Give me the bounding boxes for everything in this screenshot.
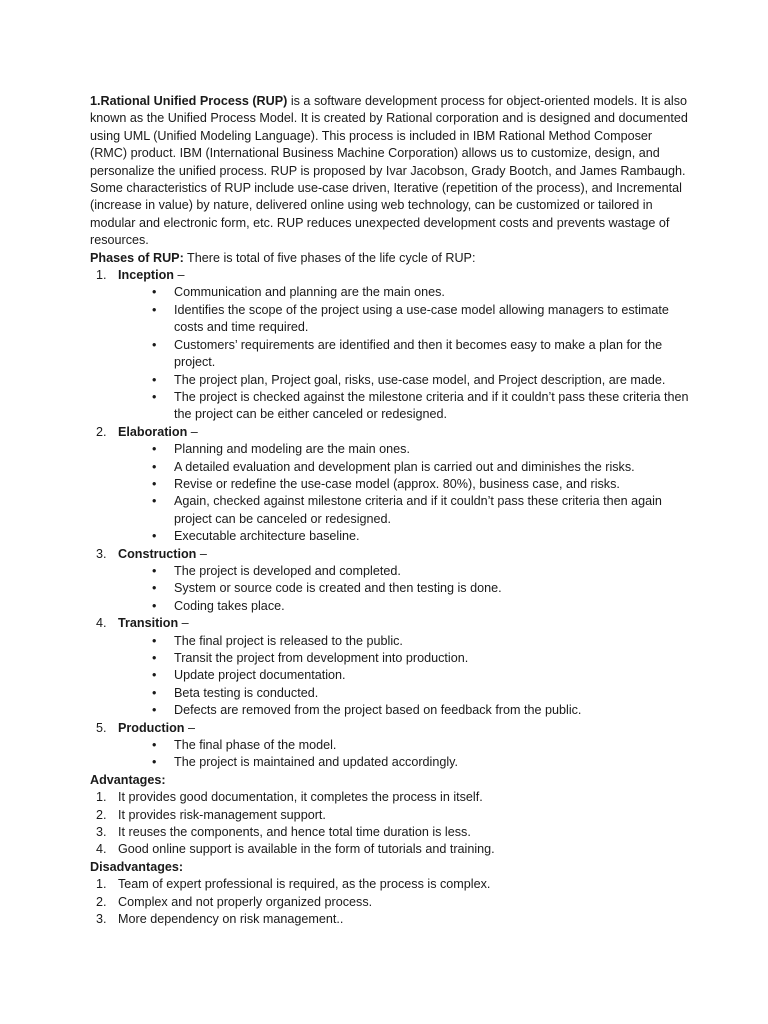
- phases-heading: Phases of RUP:: [90, 250, 184, 265]
- bullet-glyph: •: [152, 651, 157, 665]
- bullet-item: [152, 754, 690, 771]
- bullet-text: Communication and planning are the main ones.: [174, 285, 445, 300]
- bullet-item: [152, 528, 690, 545]
- bullet-glyph: •: [152, 285, 157, 300]
- phase-bullets: [118, 563, 690, 615]
- list-item: [90, 894, 690, 911]
- bullet-item: [152, 459, 690, 476]
- bullet-glyph: •: [152, 598, 157, 613]
- item-text: Complex and not properly organized process.: [118, 894, 373, 909]
- bullet-item: [152, 580, 690, 597]
- bullet-glyph: •: [152, 685, 157, 700]
- bullet-glyph: •: [152, 459, 157, 474]
- phase-item: [90, 546, 690, 616]
- phase-item: [90, 424, 690, 546]
- advantages-heading: [90, 772, 690, 789]
- bullet-glyph: •: [152, 442, 157, 457]
- phase-number: 2.: [96, 424, 107, 439]
- item-number: 1.: [96, 790, 107, 805]
- bullet-text: The project is developed and completed.: [174, 563, 401, 578]
- bullet-text: The final project is released to the public.: [174, 633, 403, 648]
- phase-number: 5.: [96, 720, 107, 735]
- bullet-item: [152, 650, 690, 667]
- item-number: 4.: [96, 842, 107, 857]
- disadvantages-heading: [90, 859, 690, 876]
- bullet-text: The project is checked against the milestone criteria and if it couldn’t pass these criteria then the project can be either canceled or redesigned.: [174, 389, 689, 422]
- item-text: Good online support is available in the form of tutorials and training.: [118, 842, 495, 857]
- bullet-item: [152, 337, 690, 372]
- bullet-glyph: •: [152, 563, 157, 578]
- phase-number: 1.: [96, 268, 107, 283]
- bullet-glyph: •: [152, 302, 157, 317]
- item-text: It reuses the components, and hence total time duration is less.: [118, 825, 471, 840]
- bullet-text: Planning and modeling are the main ones.: [174, 442, 410, 457]
- list-item: [90, 807, 690, 824]
- bullet-glyph: •: [152, 581, 157, 596]
- phases-intro: [90, 250, 690, 267]
- bullet-text: Defects are removed from the project based on feedback from the public.: [174, 703, 582, 718]
- bullet-glyph: •: [152, 337, 157, 352]
- disadvantages-list: [90, 876, 690, 928]
- phase-dash: –: [173, 268, 185, 283]
- bullet-text: System or source code is created and then testing is done.: [174, 581, 502, 596]
- bullet-text: The project is maintained and updated accordingly.: [174, 755, 458, 770]
- bullet-item: [152, 493, 690, 528]
- bullet-glyph: •: [152, 738, 157, 753]
- item-number: 3.: [96, 825, 107, 840]
- phase-bullets: [118, 633, 690, 720]
- bullet-text: A detailed evaluation and development plan is carried out and diminishes the risks.: [174, 459, 635, 474]
- phase-dash: –: [196, 546, 207, 561]
- intro-title: 1.Rational Unified Process (RUP): [90, 94, 288, 108]
- phase-dash: –: [184, 720, 195, 735]
- bullet-text: Executable architecture baseline.: [174, 529, 360, 544]
- bullet-text: Revise or redefine the use-case model (approx. 80%), business case, and risks.: [174, 476, 620, 491]
- phase-title: Construction: [118, 546, 197, 561]
- bullet-text: Update project documentation.: [174, 668, 346, 683]
- bullet-glyph: •: [152, 529, 157, 544]
- bullet-item: [152, 372, 690, 389]
- item-text: Team of expert professional is required, as the process is complex.: [118, 877, 491, 892]
- bullet-item: [152, 563, 690, 580]
- bullet-item: [152, 667, 690, 684]
- phase-title: Transition: [118, 616, 179, 631]
- bullet-text: Customers’ requirements are identified and then it becomes easy to make a plan for the project.: [174, 337, 663, 370]
- item-text: It provides good documentation, it completes the process in itself.: [118, 790, 483, 805]
- item-number: 2.: [96, 894, 107, 909]
- phase-title: Production: [118, 720, 185, 735]
- phase-bullets: [118, 284, 690, 423]
- phase-item: [90, 720, 690, 772]
- phase-item: [90, 267, 690, 424]
- advantages-list: [90, 789, 690, 859]
- bullet-glyph: •: [152, 668, 157, 683]
- bullet-text: Again, checked against milestone criteria and if it couldn’t pass these criteria then again project can be canceled or redesigned.: [174, 494, 662, 526]
- list-item: [90, 911, 690, 928]
- bullet-glyph: •: [152, 755, 157, 770]
- bullet-item: [152, 476, 690, 493]
- phase-title: Elaboration: [118, 424, 188, 439]
- item-text: More dependency on risk management..: [118, 912, 344, 927]
- phases-text: There is total of five phases of the life cycle of RUP:: [183, 250, 476, 265]
- document-page: [90, 93, 690, 929]
- bullet-text: The final phase of the model.: [174, 738, 337, 753]
- bullet-glyph: •: [152, 389, 157, 404]
- list-item: [90, 824, 690, 841]
- list-item: [90, 841, 690, 858]
- bullet-item: [152, 702, 690, 719]
- intro-text: is a software development process for object-oriented models. It is also known as the Unified Process Model. It is created by Rational corporation and is designed and documented using UML (Unified Modeling Language). This process is included in IBM Rational Method Composer (RMC) product. IBM (International Business Machine Corporation) allows us to customize, design, and personalize the unified process. RUP is proposed by Ivar Jacobson, Grady Bootch, and James Rambaugh. Some characteristics of RUP include use-case driven, Iterative (repetition of the process), and Incremental (increase in value) by nature, delivered online using web technology, can be customized or tailored in modular and electronic form, etc. RUP reduces unexpected development costs and prevents wastage of resources.: [90, 94, 688, 248]
- phase-dash: –: [178, 616, 189, 631]
- bullet-item: [152, 737, 690, 754]
- item-number: 2.: [96, 807, 107, 822]
- bullet-item: [152, 284, 690, 301]
- bullet-item: [152, 633, 690, 650]
- item-number: 3.: [96, 912, 107, 927]
- bullet-text: Identifies the scope of the project using a use-case model allowing managers to estimate costs and time required.: [174, 302, 669, 335]
- list-item: [90, 876, 690, 893]
- bullet-item: [152, 685, 690, 702]
- phase-number: 4.: [96, 616, 107, 631]
- phase-item: [90, 615, 690, 719]
- bullet-glyph: •: [152, 703, 157, 718]
- phase-dash: –: [187, 424, 198, 439]
- phase-number: 3.: [96, 546, 107, 561]
- bullet-item: [152, 598, 690, 615]
- bullet-text: The project plan, Project goal, risks, use-case model, and Project description, are made.: [174, 372, 666, 387]
- phase-bullets: [118, 441, 690, 545]
- bullet-glyph: •: [152, 476, 157, 491]
- intro-paragraph: [90, 93, 690, 250]
- phase-bullets: [118, 737, 690, 772]
- item-text: It provides risk-management support.: [118, 807, 326, 822]
- bullet-item: [152, 302, 690, 337]
- bullet-text: Coding takes place.: [174, 598, 285, 613]
- list-item: [90, 789, 690, 806]
- phase-title: Inception: [118, 268, 174, 283]
- bullet-text: Beta testing is conducted.: [174, 685, 319, 700]
- bullet-glyph: •: [152, 372, 157, 387]
- advantages-heading-text: Advantages:: [90, 772, 166, 787]
- item-number: 1.: [96, 877, 107, 892]
- bullet-item: [152, 441, 690, 458]
- disadvantages-heading-text: Disadvantages:: [90, 859, 184, 874]
- bullet-glyph: •: [152, 633, 157, 648]
- bullet-glyph: •: [152, 494, 157, 509]
- phases-list: [90, 267, 690, 772]
- bullet-text: Transit the project from development into production.: [174, 651, 469, 665]
- bullet-item: [152, 389, 690, 424]
